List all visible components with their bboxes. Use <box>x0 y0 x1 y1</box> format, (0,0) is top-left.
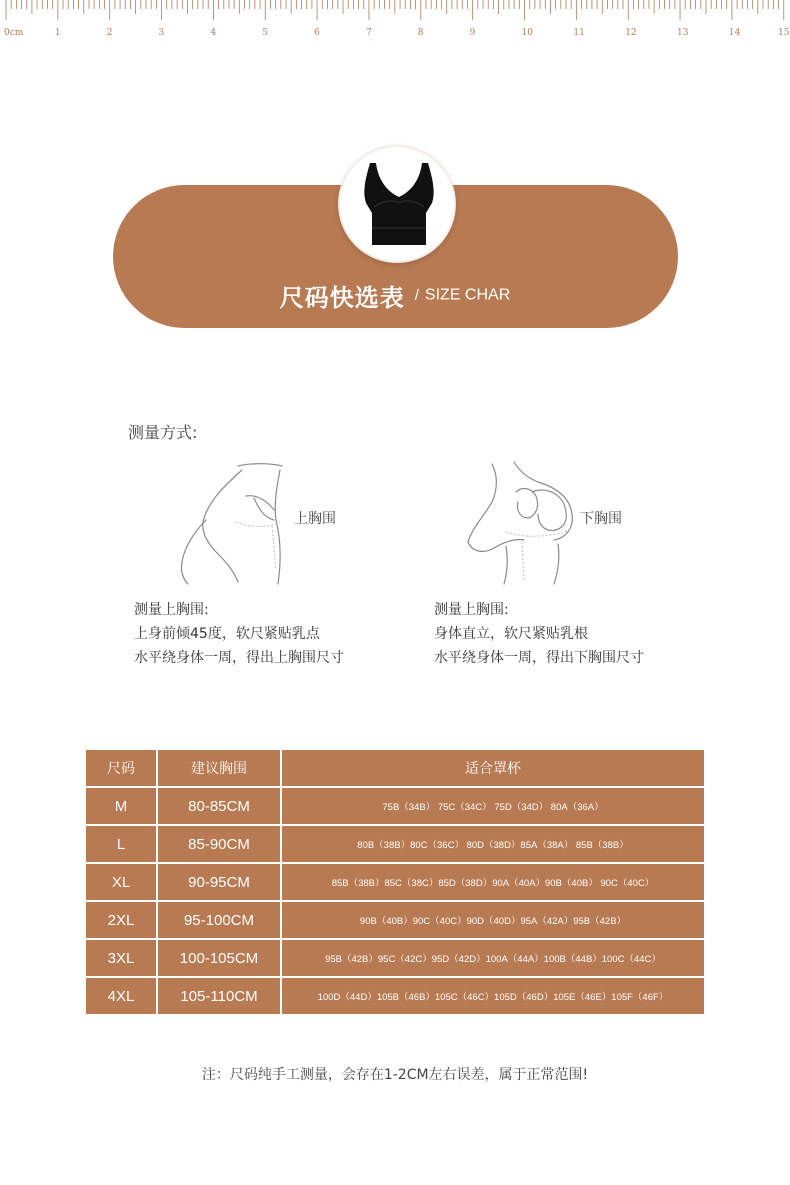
row-bust: 85-90CM <box>158 826 280 862</box>
ruler-label: 2 <box>106 28 113 38</box>
table-row <box>86 940 704 976</box>
measure-heading: 测量方式: <box>128 423 198 442</box>
ruler-label: 5 <box>262 28 268 38</box>
table-row <box>86 788 704 824</box>
row-cups: 75B（34B） 75C（34C） 75D（34D） 80A（36A） <box>282 788 704 824</box>
ruler-label: 15 <box>778 28 790 38</box>
ruler-label: 10 <box>521 28 533 38</box>
upper-bust-desc-line1: 上身前倾45度，软尺紧贴乳点 <box>134 626 320 642</box>
table-row <box>86 978 704 1014</box>
ruler-label: 9 <box>469 28 476 38</box>
measurement-note: 注：尺码纯手工测量，会存在1-2CM左右误差，属于正常范围! <box>201 1067 589 1083</box>
upper-bust-desc-line2: 水平绕身体一周，得出上胸围尺寸 <box>134 650 344 666</box>
row-bust: 105-110CM <box>158 978 280 1014</box>
row-size: 2XL <box>86 902 156 938</box>
ruler-label: 1 <box>54 28 61 38</box>
banner-title-zh: 尺码快选表 <box>279 284 405 312</box>
ruler-label: 6 <box>314 28 320 38</box>
ruler-label: 0cm <box>4 28 24 38</box>
row-size: 4XL <box>86 978 156 1014</box>
ruler-label: 8 <box>417 28 424 38</box>
ruler-label: 13 <box>677 28 689 38</box>
row-cups: 95B（42B）95C（42C）95D（42D）100A（44A）100B（44B）100C（44C） <box>282 940 704 976</box>
table-header-row <box>86 750 704 786</box>
header-cups: 适合罩杯 <box>282 750 704 786</box>
table-row <box>86 826 704 862</box>
row-bust: 100-105CM <box>158 940 280 976</box>
row-cups: 90B（40B）90C（40C）90D（40D）95A（42A）95B（42B） <box>282 902 704 938</box>
ruler-ticks <box>0 0 790 28</box>
row-cups: 85B（38B）85C（38C）85D（38D）90A（40A）90B（40B） 90C（40C） <box>282 864 704 900</box>
under-bust-callout: 下胸围 <box>580 511 622 527</box>
banner-title-separator: / <box>414 287 419 304</box>
under-bust-description <box>434 598 644 670</box>
table-row <box>86 864 704 900</box>
ruler-label: 7 <box>365 28 372 38</box>
size-table <box>84 748 706 1016</box>
row-size: 3XL <box>86 940 156 976</box>
under-bust-desc-title: 测量上胸围: <box>434 602 509 618</box>
upper-bust-desc-title: 测量上胸围: <box>134 602 209 618</box>
row-cups: 100D（44D）105B（46B）105C（46C）105D（46D）105E（46E）105F（46F） <box>282 978 704 1014</box>
ruler-label: 4 <box>210 28 217 38</box>
header-size: 尺码 <box>86 750 156 786</box>
banner-title-en: SIZE CHAR <box>424 286 511 304</box>
upper-bust-illustration <box>176 460 296 585</box>
upper-bust-callout: 上胸围 <box>294 511 336 527</box>
row-size: M <box>86 788 156 824</box>
row-bust: 95-100CM <box>158 902 280 938</box>
row-cups: 80B（38B）80C（36C） 80D（38D）85A（38A） 85B（38B） <box>282 826 704 862</box>
row-size: L <box>86 826 156 862</box>
under-bust-illustration <box>462 458 582 586</box>
banner-title <box>0 278 790 313</box>
ruler-label: 14 <box>728 28 741 38</box>
row-size: XL <box>86 864 156 900</box>
upper-bust-description <box>134 598 344 670</box>
ruler-label: 12 <box>625 28 637 38</box>
row-bust: 80-85CM <box>158 788 280 824</box>
header-bust: 建议胸围 <box>158 750 280 786</box>
ruler <box>0 0 790 40</box>
ruler-label: 3 <box>158 28 165 38</box>
product-thumbnail <box>338 145 456 263</box>
ruler-label: 11 <box>573 28 585 38</box>
row-bust: 90-95CM <box>158 864 280 900</box>
sports-bra-icon <box>352 157 442 249</box>
under-bust-desc-line1: 身体直立，软尺紧贴乳根 <box>434 626 588 642</box>
table-row <box>86 902 704 938</box>
under-bust-desc-line2: 水平绕身体一周，得出下胸围尺寸 <box>434 650 644 666</box>
